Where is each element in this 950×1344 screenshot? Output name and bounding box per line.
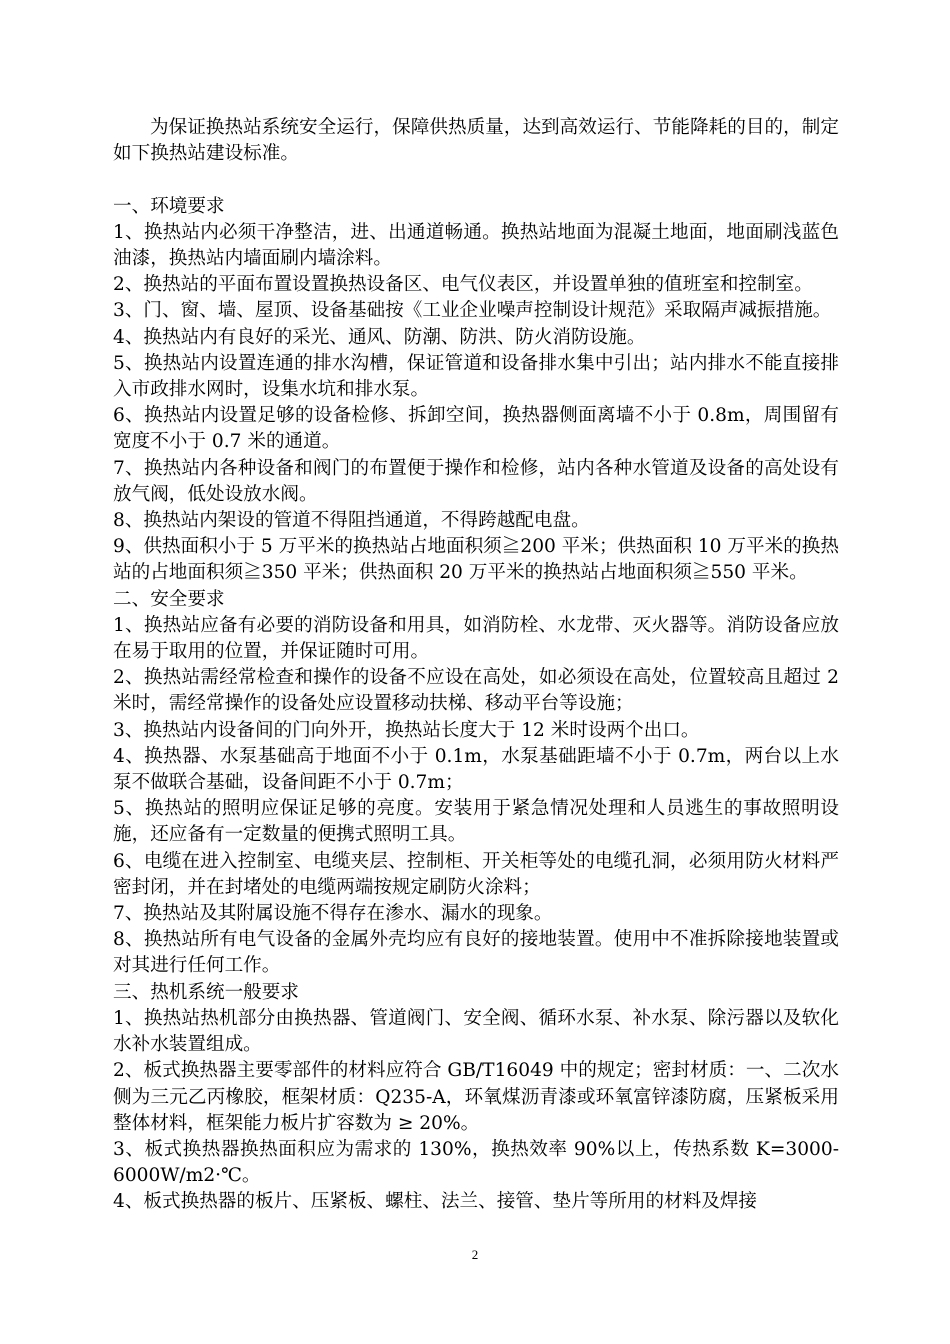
list-item: 1、换热站内必须干净整洁，进、出通道畅通。换热站地面为混凝土地面，地面刷浅蓝色油漆，换热站内墙面刷内墙涂料。 [113,221,839,269]
list-item: 1、换热站热机部分由换热器、管道阀门、安全阀、循环水泵、补水泵、除污器以及软化水补水装置组成。 [113,1007,839,1056]
list-item: 4、板式换热器的板片、压紧板、螺柱、法兰、接管、垫片等所用的材料及焊接 [113,1191,758,1213]
document-body [113,115,839,1216]
section-heading: 三、热机系统一般要求 [113,981,299,1003]
list-item: 2、换热站的平面布置设置换热设备区、电气仪表区，并设置单独的值班室和控制室。 [113,274,813,296]
list-item: 1、换热站应备有必要的消防设备和用具，如消防栓、水龙带、灭火器等。消防设备应放在易于取用的位置，并保证随时可用。 [113,614,839,663]
list-item: 5、换热站内设置连通的排水沟槽，保证管道和设备排水集中引出；站内排水不能直接排入市政排水网时，设集水坑和排水泵。 [113,352,839,401]
section-heading: 一、环境要求 [113,195,225,217]
list-item: 3、板式换热器换热面积应为需求的 130%，换热效率 90%以上，传热系数 K=3000-6000W/m2·℃。 [113,1138,839,1187]
page-number: 2 [471,1247,479,1262]
list-item: 5、换热站的照明应保证足够的亮度。安装用于紧急情况处理和人员逃生的事故照明设施，还应备有一定数量的便携式照明工具。 [113,798,839,846]
list-item: 3、换热站内设备间的门向外开，换热站长度大于 12 米时设两个出口。 [113,719,700,741]
list-item: 4、换热站内有良好的采光、通风、防潮、防洪、防火消防设施。 [113,326,646,348]
list-item: 8、换热站所有电气设备的金属外壳均应有良好的接地装置。使用中不准拆除接地装置或对其进行任何工作。 [113,929,839,977]
intro-paragraph: 为保证换热站系统安全运行，保障供热质量，达到高效运行、节能降耗的目的，制定如下换热站建设标准。 [113,117,839,165]
list-item: 7、换热站内各种设备和阀门的布置便于操作和检修，站内各种水管道及设备的高处设有放气阀，低处设放水阀。 [113,457,839,505]
list-item: 6、换热站内设置足够的设备检修、拆卸空间，换热器侧面离墙不小于 0.8m，周围留有宽度不小于 0.7 米的通道。 [113,405,839,453]
list-item: 2、换热站需经常检查和操作的设备不应设在高处，如必须设在高处，位置较高且超过 2 米时，需经常操作的设备处应设置移动扶梯、移动平台等设施； [113,667,839,715]
list-item: 7、换热站及其附属设施不得存在渗水、漏水的现象。 [113,903,553,925]
list-item: 8、换热站内架设的管道不得阻挡通道，不得跨越配电盘。 [113,510,590,532]
list-item: 6、电缆在进入控制室、电缆夹层、控制柜、开关柜等处的电缆孔洞，必须用防火材料严密封闭，并在封堵处的电缆两端按规定刷防火涂料； [113,850,839,898]
blank-line [113,167,839,193]
list-item: 2、板式换热器主要零部件的材料应符合 GB/T16049 中的规定；密封材质：一、二次水侧为三元乙丙橡胶，框架材质：Q235-A，环氧煤沥青漆或环氧富锌漆防腐，压紧板采用整体材料，框架能力板片扩容数为 ≥ 20%。 [113,1060,839,1134]
list-item: 4、换热器、水泵基础高于地面不小于 0.1m，水泵基础距墙不小于 0.7m，两台以上水泵不做联合基础，设备间距不小于 0.7m； [113,745,839,794]
list-item: 9、供热面积小于 5 万平米的换热站占地面积须≧200 平米；供热面积 10 万平米的换热站的占地面积须≧350 平米；供热面积 20 万平米的换热站占地面积须≧550 平米。 [113,536,839,584]
list-item: 3、门、窗、墙、屋顶、设备基础按《工业企业噪声控制设计规范》采取隔声减振措施。 [113,300,832,322]
section-heading: 二、安全要求 [113,588,225,610]
